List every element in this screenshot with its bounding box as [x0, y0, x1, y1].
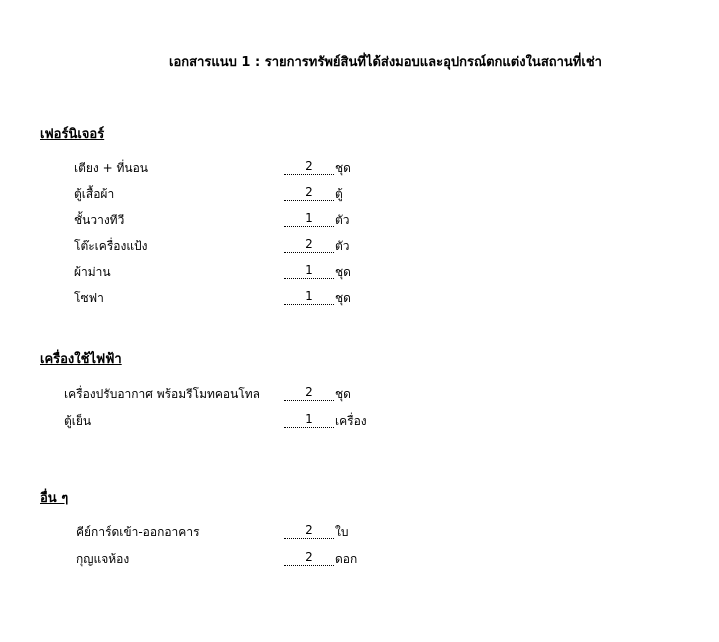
item-name: กุญแจห้อง: [76, 552, 130, 566]
item-name: ผ้าม่าน: [74, 265, 111, 279]
section-heading-furniture: เฟอร์นิเจอร์: [40, 127, 105, 142]
section-heading-others: อื่น ๆ: [40, 491, 69, 506]
item-quantity: 1: [284, 263, 334, 279]
item-unit: ใบ: [335, 525, 349, 539]
item-unit: เครื่อง: [335, 414, 367, 428]
item-quantity: 1: [284, 412, 334, 428]
item-quantity: 2: [284, 385, 334, 401]
item-name: เครื่องปรับอากาศ พร้อมรีโมทคอนโทล: [64, 387, 261, 401]
item-quantity: 1: [284, 211, 334, 227]
item-unit: ดอก: [335, 552, 358, 566]
item-name: เตียง + ที่นอน: [74, 161, 148, 175]
item-unit: ตู้: [335, 187, 343, 201]
item-quantity: 2: [284, 185, 334, 201]
item-quantity: 2: [284, 159, 334, 175]
item-name: โซฟา: [74, 291, 104, 305]
section-heading-appliances: เครื่องใช้ไฟฟ้า: [40, 352, 122, 367]
item-quantity: 2: [284, 237, 334, 253]
item-name: โต๊ะเครื่องแป้ง: [74, 239, 148, 253]
item-quantity: 2: [284, 523, 334, 539]
item-name: ตู้เย็น: [64, 414, 92, 428]
item-unit: ชุด: [335, 161, 351, 175]
item-name: ตู้เสื้อผ้า: [74, 187, 115, 201]
item-name: ชั้นวางทีวี: [74, 213, 125, 227]
item-unit: ชุด: [335, 265, 351, 279]
document-title: เอกสารแนบ 1 : รายการทรัพย์สินที่ได้ส่งมอบและอุปกรณ์ตกแต่งในสถานที่เช่า: [169, 55, 602, 70]
item-quantity: 2: [284, 550, 334, 566]
item-unit: ชุด: [335, 291, 351, 305]
item-unit: ตัว: [335, 213, 350, 227]
item-name: คีย์การ์ดเข้า-ออกอาคาร: [76, 525, 200, 539]
item-quantity: 1: [284, 289, 334, 305]
item-unit: ตัว: [335, 239, 350, 253]
item-unit: ชุด: [335, 387, 351, 401]
